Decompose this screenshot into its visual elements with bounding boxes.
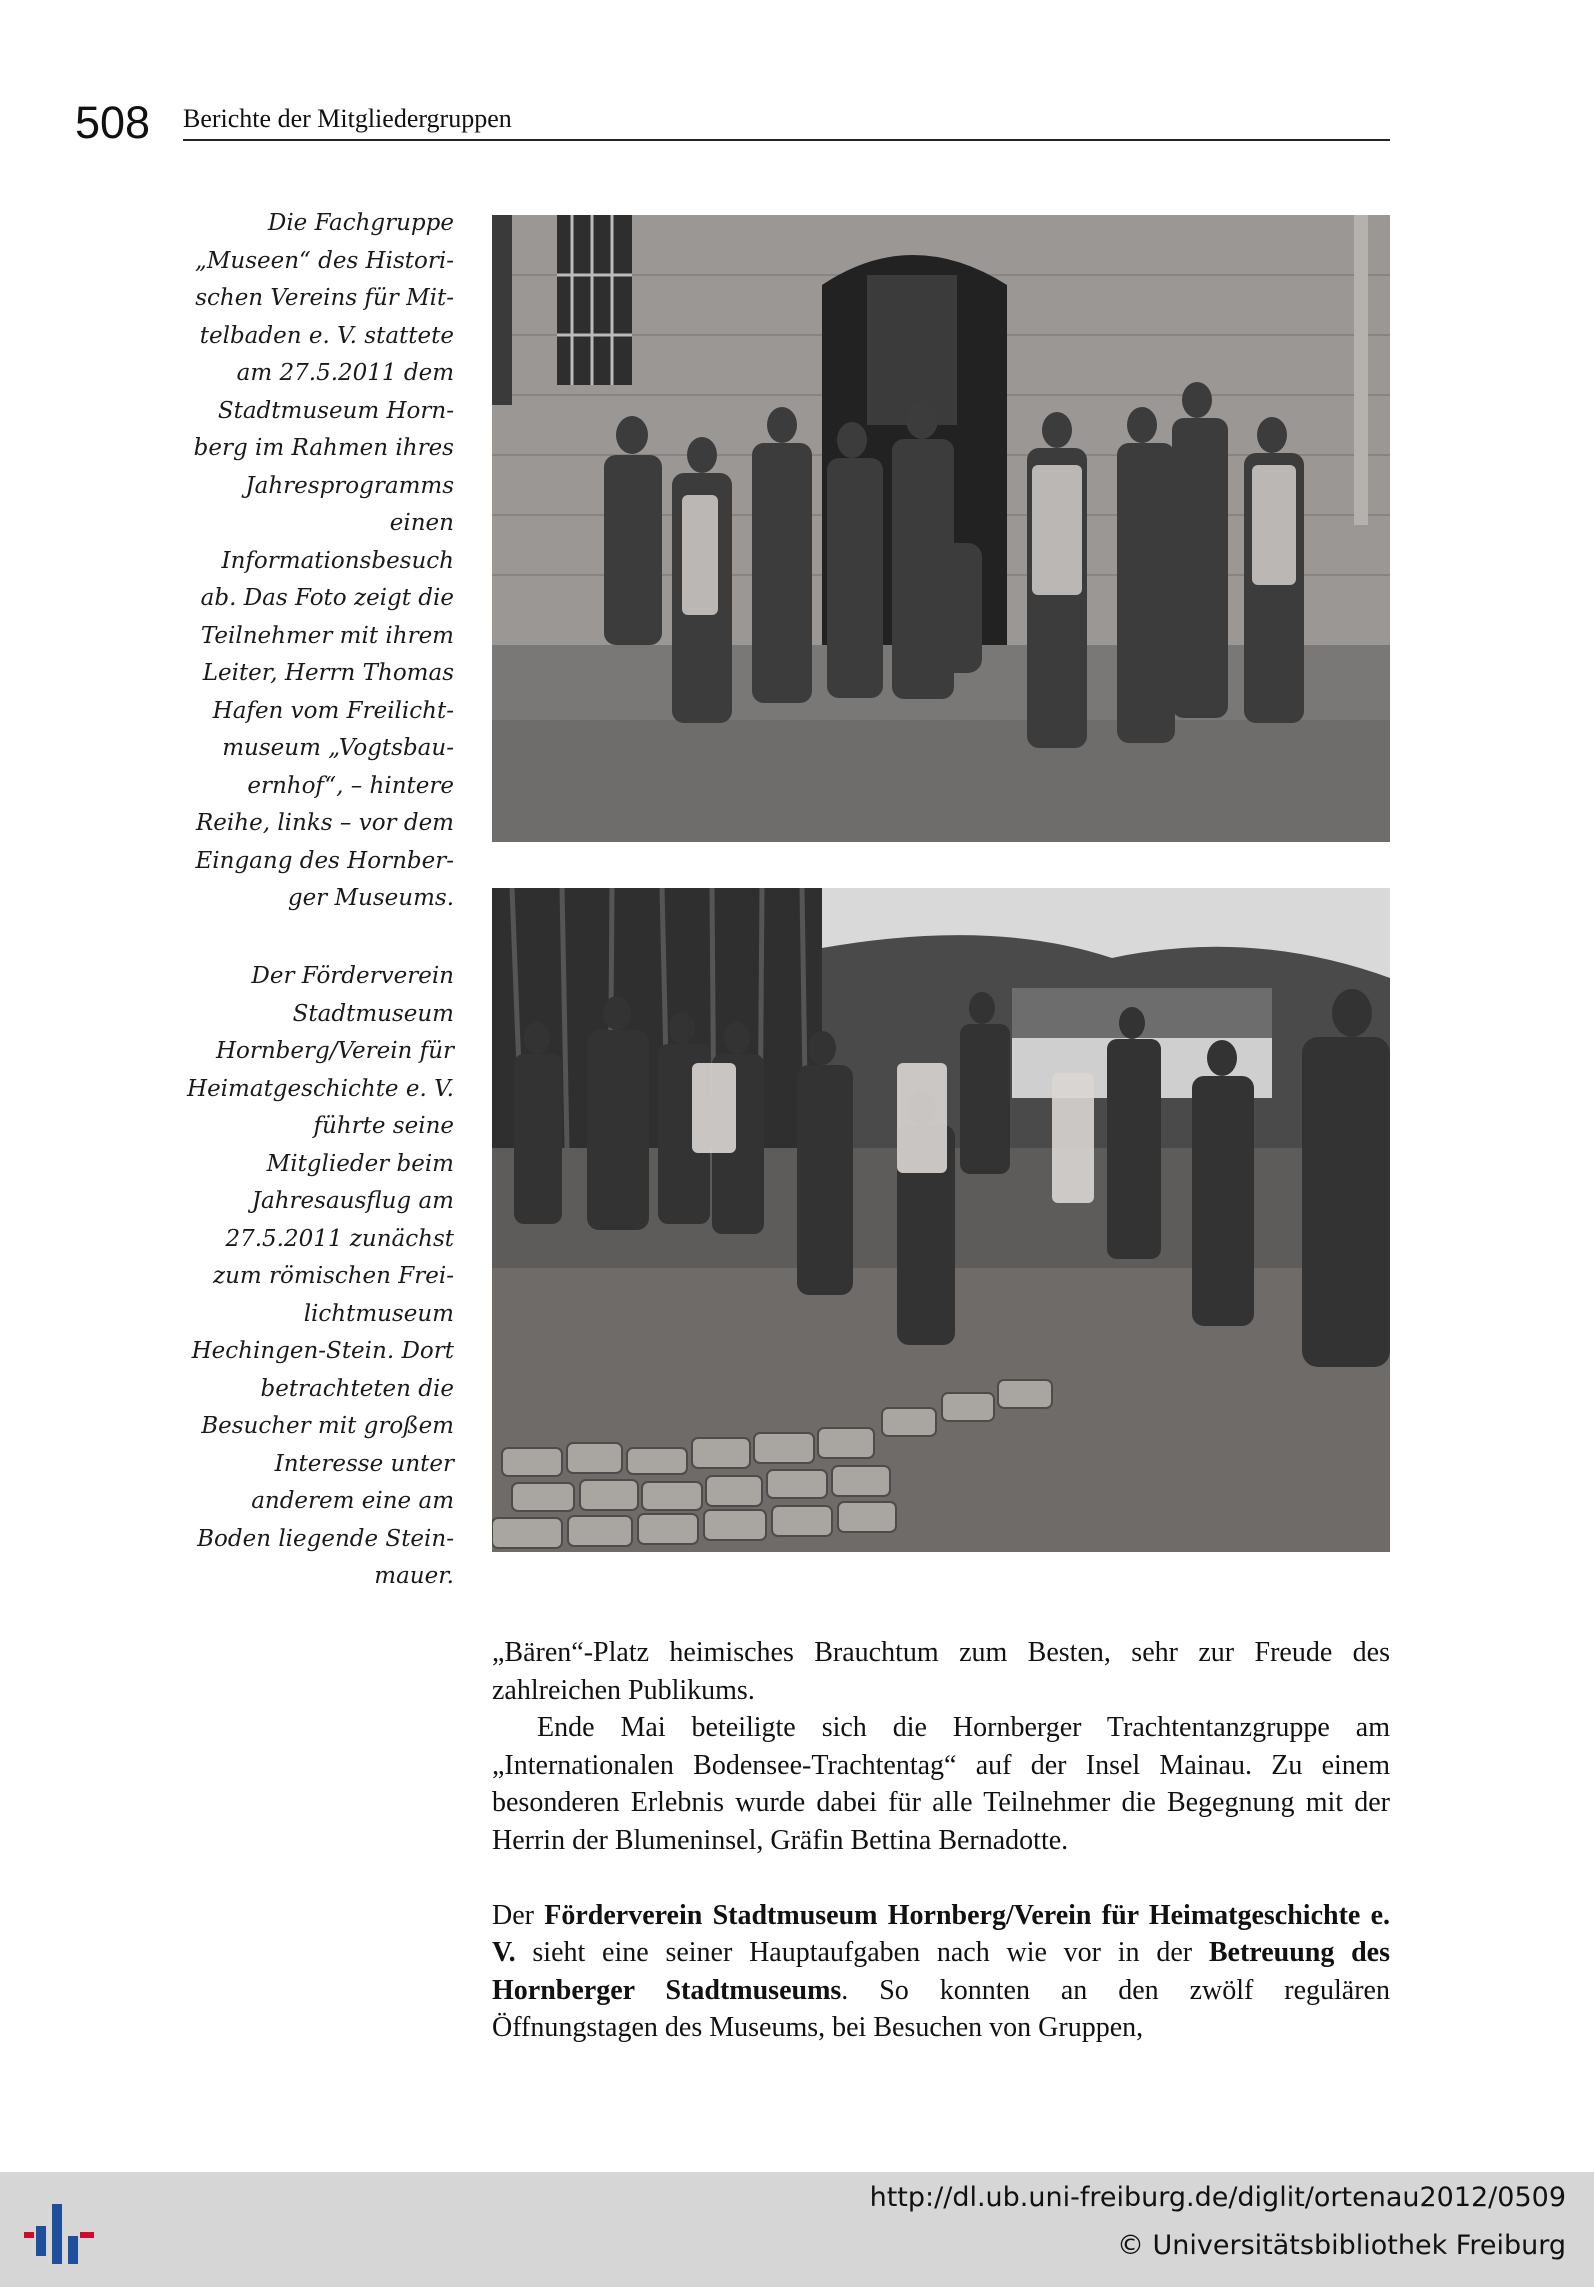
ub-freiburg-logo-icon [22, 2196, 98, 2272]
body-paragraph-3-bold-1: Förderverein Stadtmuseum Hornberg/Verein für Heimatgeschichte e. V. [492, 1899, 1390, 1969]
body-paragraph-3-end: . So konnten an den zwölf regulären Öffnungstagen des Museums, bei Besuchen von Gruppen, [492, 1974, 1390, 2044]
caption-photo-2-text: Der Förderverein Stadtmuseum Hornberg/Verein für Heimatgeschichte e. V. führte seine Mitglieder beim Jahresausflug am 27.5.2011 zunächst zum römischen Freilichtmuseum Hechingen-Stein. Dort betrachteten die Besucher mit großem Interesse unter anderem eine am Boden liegende Steinmauer. [187, 963, 454, 1589]
photo-museum-entrance-image [492, 215, 1390, 842]
footer-url-link[interactable]: http://dl.ub.uni-freiburg.de/diglit/ortenau2012/0509 [869, 2182, 1566, 2213]
footer-copyright: © Universitätsbibliothek Freiburg [1116, 2230, 1566, 2261]
photo-museum-entrance-group [492, 215, 1390, 842]
caption-photo-1 [184, 205, 454, 918]
photo-stone-wall-excursion [492, 888, 1390, 1552]
body-paragraph-3 [492, 1897, 1390, 2047]
body-text [492, 1634, 1390, 2047]
body-paragraph-2: Ende Mai beteiligte sich die Hornberger Trachtentanzgruppe am „Internationalen Bodensee-Trachtentag“ auf der Insel Mainau. Zu einem besonderen Erlebnis wurde dabei für alle Teilnehmer die Begegnung mit der Herrin der Blumeninsel, Gräfin Bettina Bernadotte. [492, 1712, 1390, 1856]
body-paragraph-3-bold-2: Betreuung des Hornberger Stadtmuseums [492, 1937, 1391, 2006]
running-title: Berichte der Mitgliedergruppen [183, 104, 512, 133]
page-number: 508 [75, 97, 151, 148]
body-paragraph-3-intro: Der [492, 1899, 545, 1931]
header-rule [183, 139, 1390, 141]
body-paragraph-1: „Bären“-Platz heimisches Brauchtum zum Besten, sehr zur Freude des zahlreichen Publikums. [492, 1637, 1390, 1706]
body-paragraph-3-mid: sieht eine seiner Hauptaufgaben nach wie vor in der [515, 1937, 1209, 1969]
caption-photo-1-text: Die Fachgruppe „Museen“ des Historischen Vereins für Mittelbaden e. V. stattete am 27.5.2011 dem Stadtmuseum Hornberg im Rahmen ihres Jahresprogramms einen Informationsbesuch ab. Das Foto zeigt die Teilnehmer mit ihrem Leiter, Herrn Thomas Hafen vom Freilichtmuseum „Vogtsbauernhof“, – hintere Reihe, links – vor dem Eingang des Hornberger Museums. [193, 210, 454, 911]
photo-stone-wall-image [492, 888, 1390, 1552]
caption-photo-2 [184, 958, 454, 1596]
